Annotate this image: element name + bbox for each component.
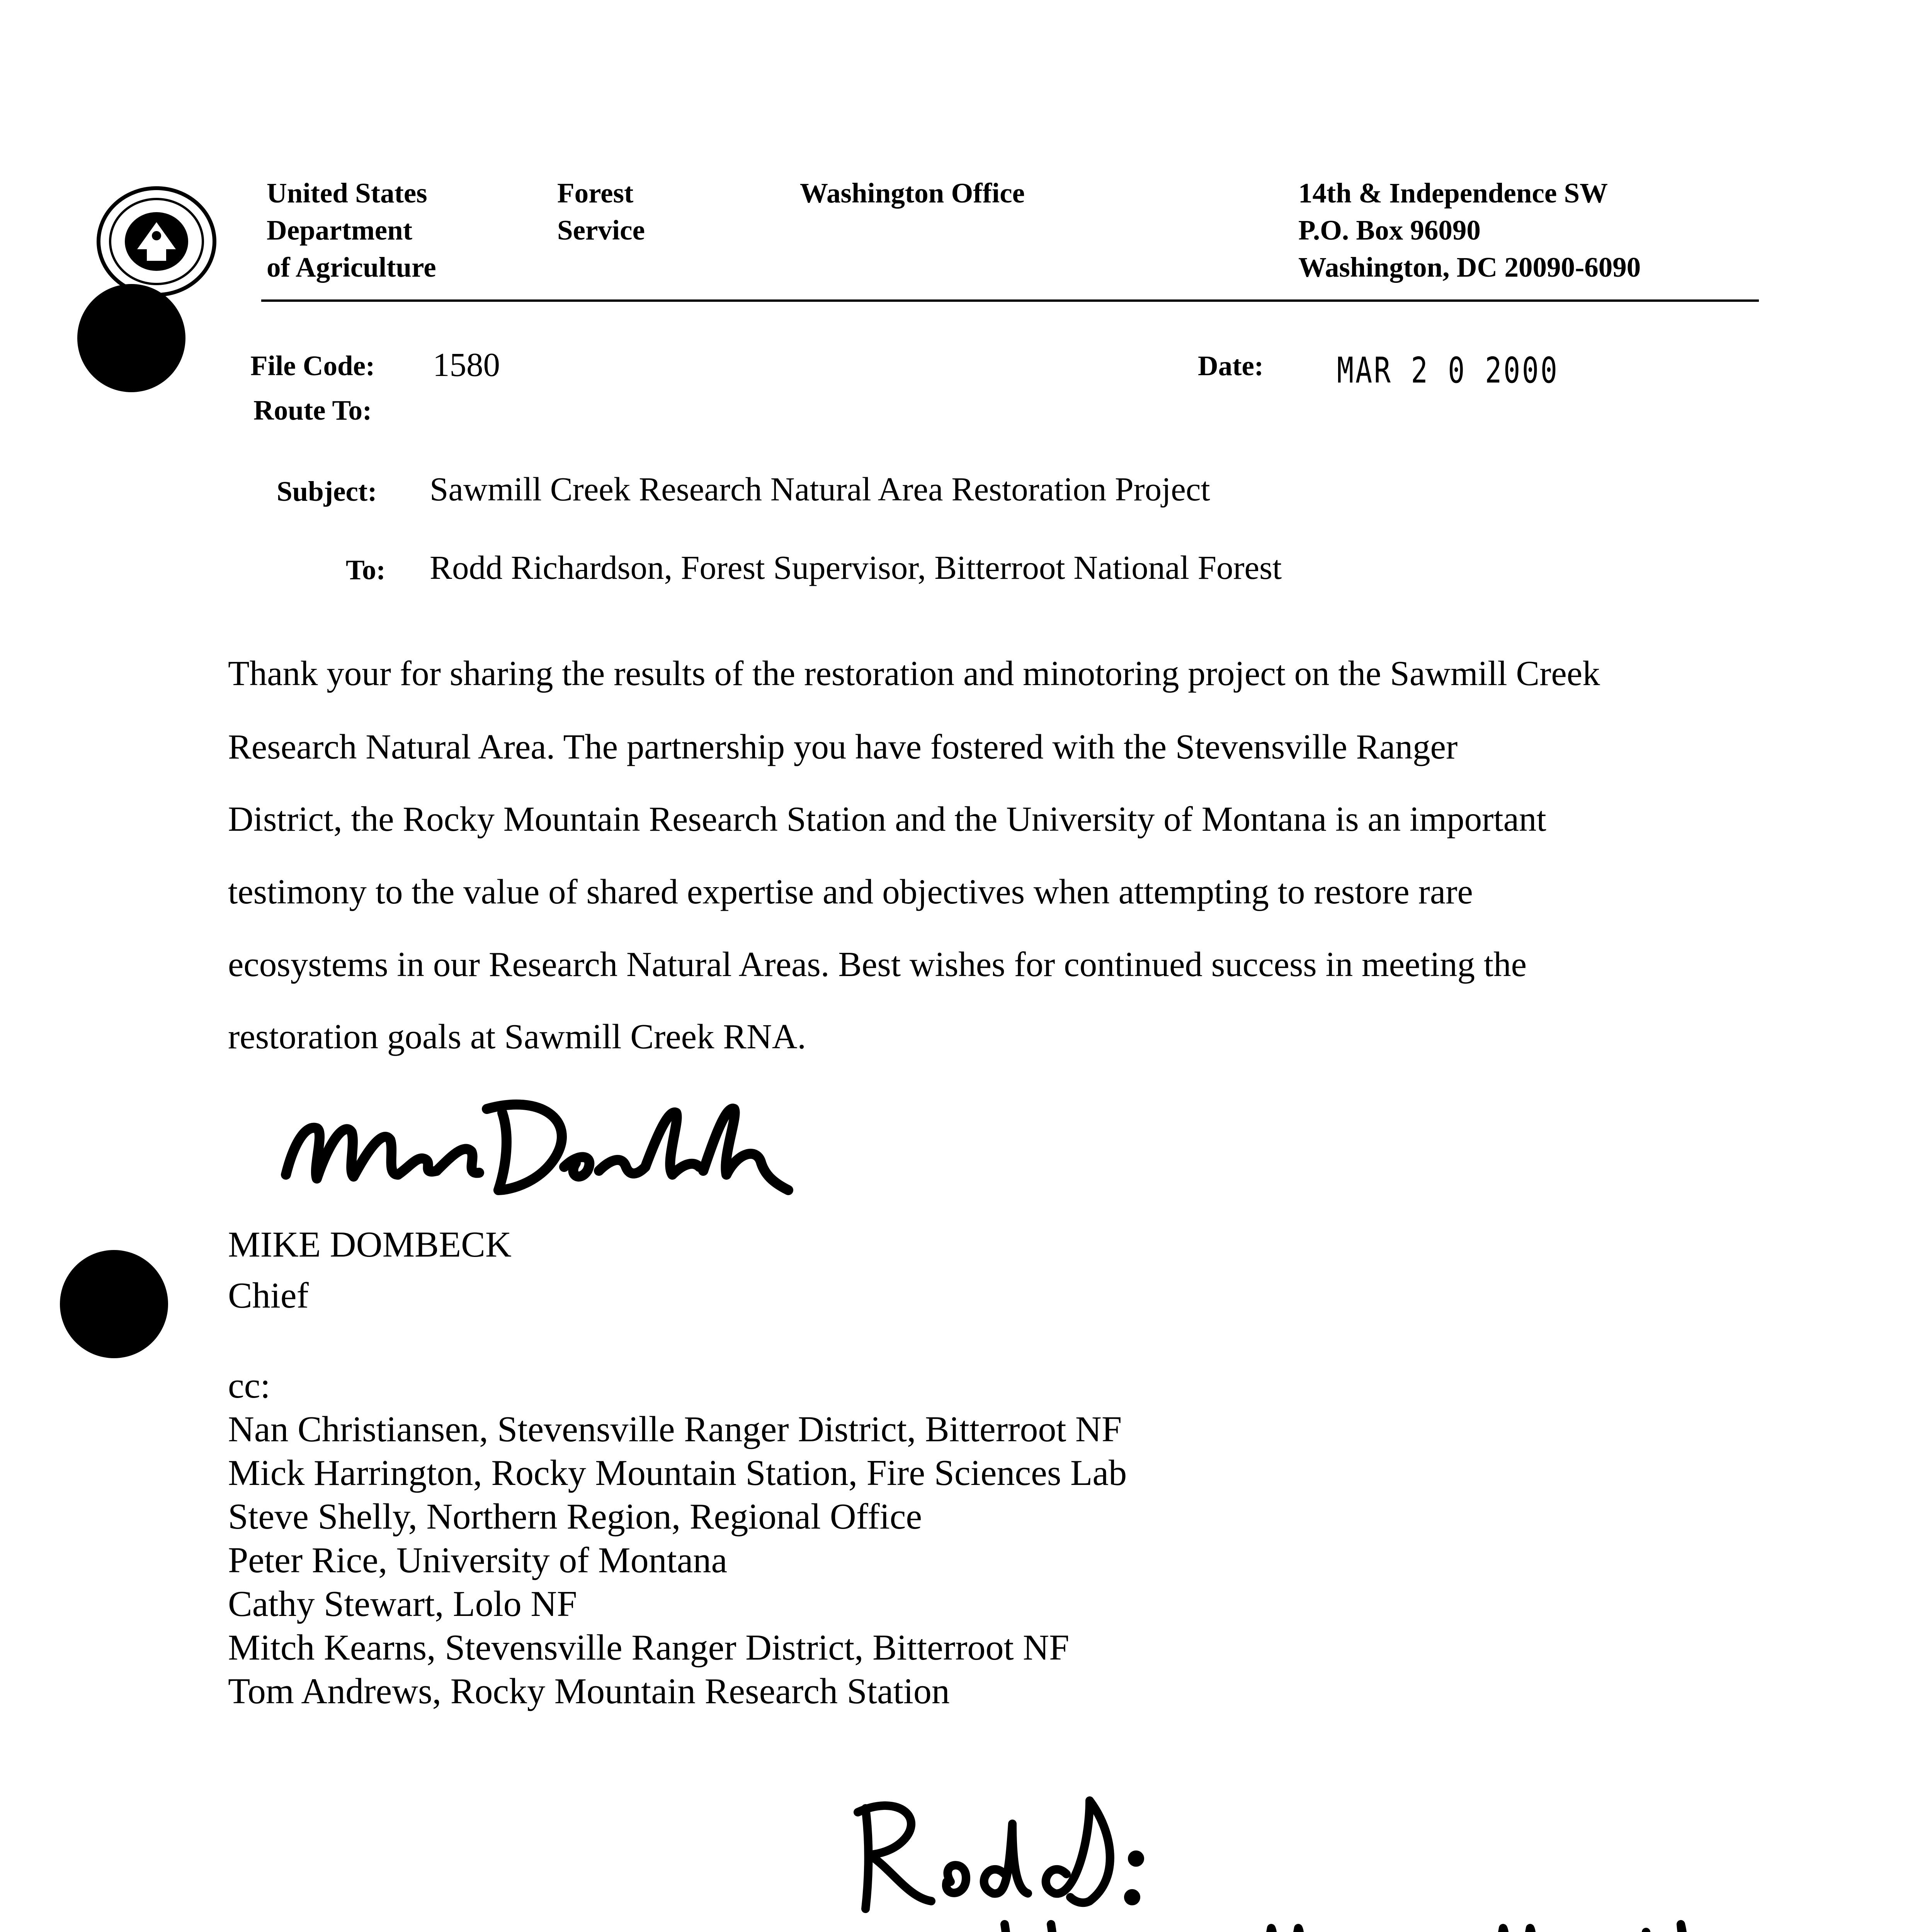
date-label: Date:	[1198, 350, 1264, 381]
cc-recipient: Cathy Stewart, Lolo NF	[228, 1584, 577, 1624]
body-line: restoration goals at Sawmill Creek RNA.	[228, 1017, 806, 1056]
address-line: P.O. Box 96090	[1298, 214, 1481, 246]
file-code-label: File Code:	[250, 350, 375, 381]
cc-recipient: Tom Andrews, Rocky Mountain Research Station	[228, 1671, 950, 1711]
cc-recipient: Steve Shelly, Northern Region, Regional Office	[228, 1497, 922, 1537]
letterhead-address	[1298, 175, 1641, 286]
office-name: Washington Office	[800, 177, 1025, 209]
letterhead-rule	[261, 299, 1759, 302]
department-line: Department	[267, 214, 413, 246]
file-code-value: 1580	[433, 346, 500, 383]
signature-block	[228, 1219, 512, 1321]
handwritten-note	[842, 1785, 1808, 1932]
signer-title: Chief	[228, 1276, 309, 1316]
cc-label: cc:	[228, 1366, 270, 1406]
cc-recipient: Mitch Kearns, Stevensville Ranger District, Bitterroot NF	[228, 1628, 1070, 1668]
body-line: Thank your for sharing the results of the restoration and minotoring project on the Sawmill Creek	[228, 654, 1600, 693]
letterhead-office	[800, 175, 1025, 212]
letterhead-agency	[557, 175, 645, 249]
punch-hole-middle	[60, 1250, 168, 1358]
body-line: Research Natural Area. The partnership you have fostered with the Stevensville Ranger	[228, 727, 1458, 766]
cc-recipient: Mick Harrington, Rocky Mountain Station, Fire Sciences Lab	[228, 1453, 1127, 1493]
to-value: Rodd Richardson, Forest Supervisor, Bitterroot National Forest	[430, 549, 1282, 586]
to-label: To:	[346, 554, 386, 585]
department-line: of Agriculture	[267, 252, 436, 283]
punch-hole-top	[77, 284, 185, 392]
agency-line: Service	[557, 214, 645, 246]
handwritten-signature	[270, 1078, 811, 1217]
cc-list	[228, 1364, 1127, 1713]
agency-line: Forest	[557, 177, 634, 209]
signer-name: MIKE DOMBECK	[228, 1225, 512, 1265]
subject-value: Sawmill Creek Research Natural Area Restoration Project	[430, 470, 1210, 508]
body-line: testimony to the value of shared expertise and objectives when attempting to restore rare	[228, 872, 1473, 911]
department-line: United States	[267, 177, 427, 209]
body-line: ecosystems in our Research Natural Areas. Best wishes for continued success in meeting the	[228, 945, 1527, 984]
usda-seal-icon	[95, 185, 218, 298]
letterhead-department	[267, 175, 436, 286]
subject-label: Subject:	[277, 476, 377, 507]
body-line: District, the Rocky Mountain Research Station and the University of Montana is an important	[228, 799, 1546, 838]
address-line: Washington, DC 20090-6090	[1298, 252, 1641, 283]
address-line: 14th & Independence SW	[1298, 177, 1608, 209]
cc-recipient: Nan Christiansen, Stevensville Ranger District, Bitterroot NF	[228, 1409, 1122, 1449]
route-to-label: Route To:	[253, 395, 372, 426]
date-stamp: MAR 2 0 2000	[1337, 350, 1559, 391]
cc-recipient: Peter Rice, University of Montana	[228, 1540, 728, 1580]
